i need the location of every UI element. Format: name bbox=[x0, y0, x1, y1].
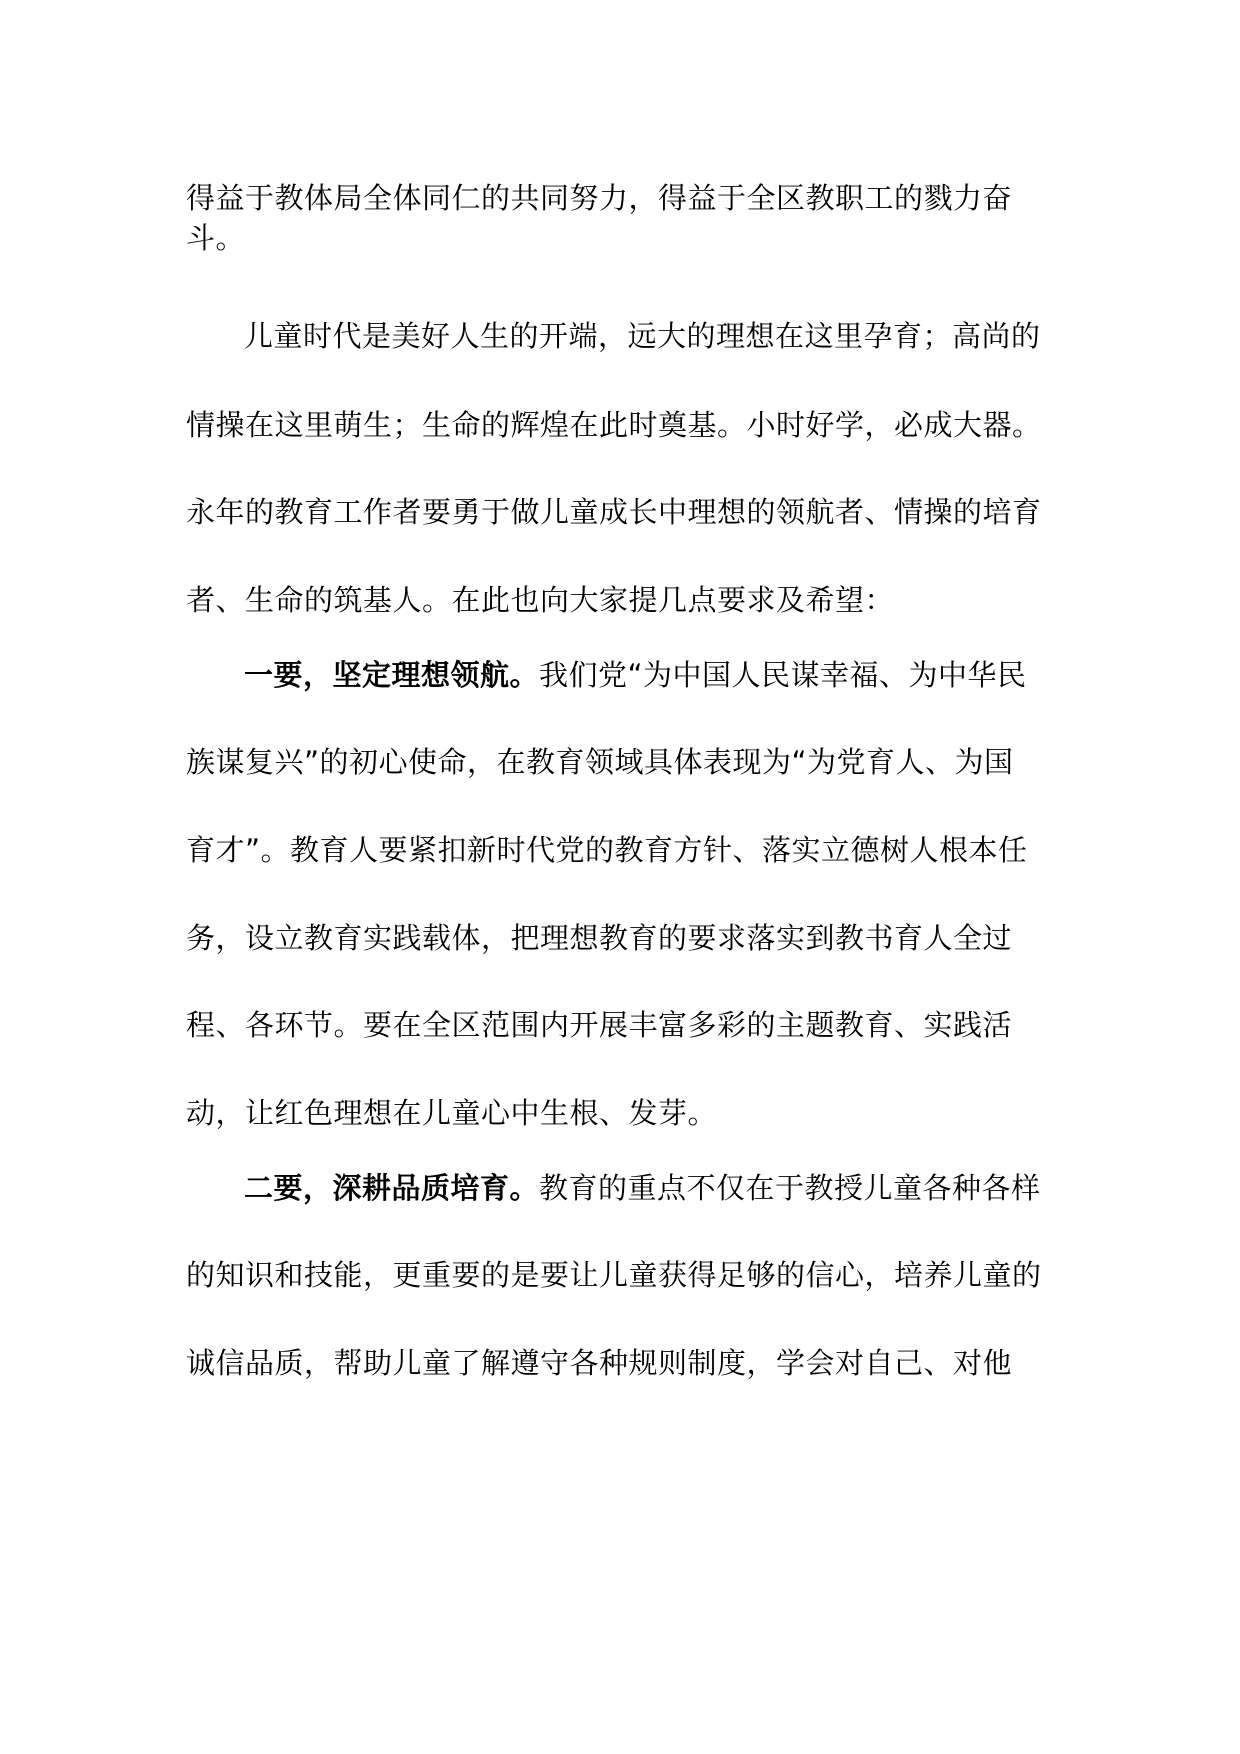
paragraph-3-heading: 一要，坚定理想领航。 bbox=[244, 658, 540, 692]
paragraph-2-line-3: 永年的教育工作者要勇于做儿童成长中理想的领航者、情操的培育 bbox=[186, 495, 1042, 529]
text-line-1: 得益于教体局全体同仁的共同努力，得益于全区教职工的戮力奋 bbox=[186, 181, 1013, 215]
paragraph-2-line-2: 情操在这里萌生；生命的辉煌在此时奠基。小时好学，必成大器。 bbox=[186, 408, 1042, 442]
paragraph-3-line-5: 程、各环节。要在全区范围内开展丰富多彩的主题教育、实践活 bbox=[186, 1008, 1013, 1042]
paragraph-3-line-1 bbox=[244, 655, 1058, 695]
paragraph-4-line-1 bbox=[244, 1168, 1058, 1208]
paragraph-4-lead-text: 教育的重点不仅在于教授儿童各种各样 bbox=[539, 1171, 1041, 1205]
paragraph-2-line-4: 者、生命的筑基人。在此也向大家提几点要求及希望： bbox=[186, 583, 895, 617]
paragraph-4-heading: 二要，深耕品质培育。 bbox=[244, 1171, 540, 1205]
paragraph-4-line-3: 诚信品质，帮助儿童了解遵守各种规则制度，学会对自己、对他 bbox=[186, 1346, 1013, 1380]
paragraph-3-line-4: 务，设立教育实践载体，把理想教育的要求落实到教书育人全过 bbox=[186, 921, 1013, 955]
paragraph-3-line-6: 动，让红色理想在儿童心中生根、发芽。 bbox=[186, 1096, 718, 1130]
paragraph-3-lead-text: 我们党“为中国人民谋幸福、为中华民 bbox=[539, 658, 1027, 692]
paragraph-4-line-2: 的知识和技能，更重要的是要让儿童获得足够的信心，培养儿童的 bbox=[186, 1258, 1042, 1292]
paragraph-2-line-1: 儿童时代是美好人生的开端，远大的理想在这里孕育；高尚的 bbox=[244, 319, 1041, 353]
paragraph-3-line-2: 族谋复兴”的初心使命，在教育领域具体表现为“为党育人、为国 bbox=[186, 745, 1014, 779]
text-line-2: 斗。 bbox=[186, 221, 246, 255]
paragraph-3-line-3: 育才”。教育人要紧扣新时代党的教育方针、落实立德树人根本任 bbox=[186, 833, 1028, 867]
